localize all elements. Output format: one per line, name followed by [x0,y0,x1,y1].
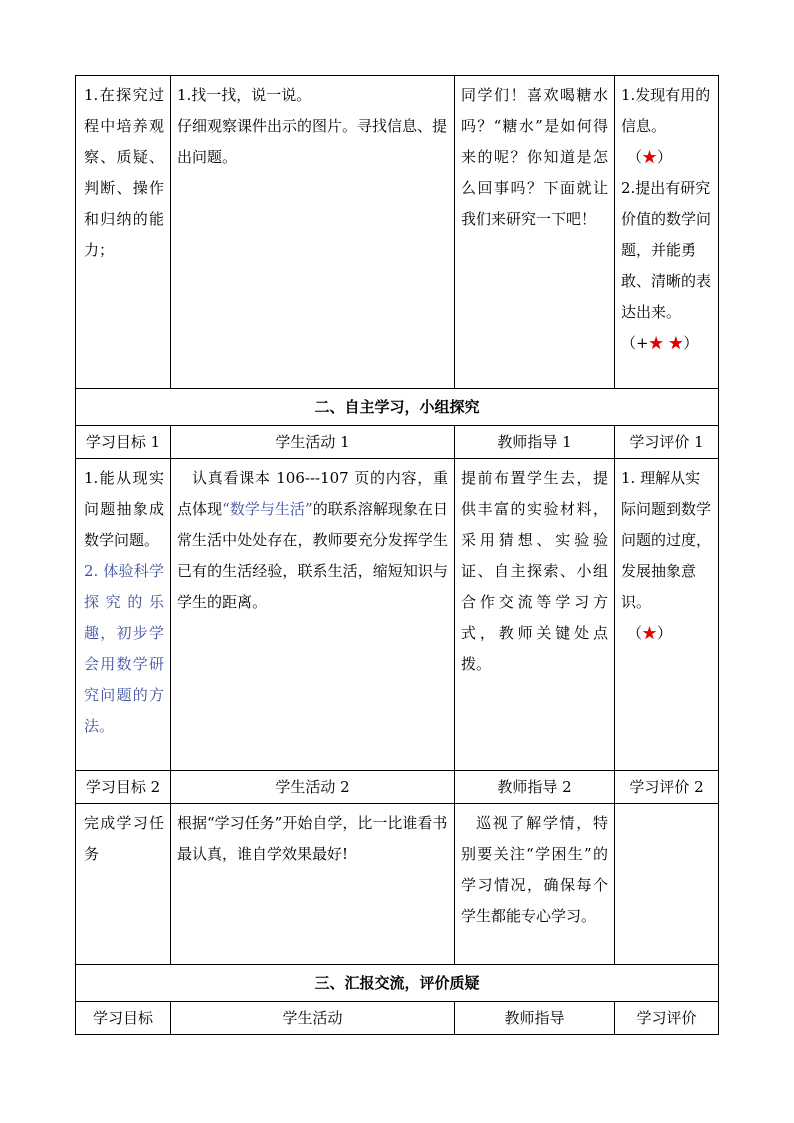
table-row [76,804,719,965]
column-header: 学生活动 [171,1002,455,1035]
star-icon: ★ [668,334,684,352]
activity-line: 仔细观察课件出示的图片。寻找信息、提出问题。 [177,117,448,166]
guidance-text: 提前布置学生去，提供丰富的实验材料，采用猜想、实验验证、自主探索、小组合作交流等学习方式，教师关键处点拨。 [461,469,608,673]
objective-text: 完成学习任务 [84,814,164,863]
column-header-row [76,1002,719,1035]
column-header: 学习评价 2 [615,771,719,804]
guidance-text: 同学们！喜欢喝糖水吗？“糖水”是如何得来的呢？你知道是怎么回事吗？下面就让我们来研究一下吧！ [461,86,608,228]
section-title: 二、自主学习，小组探究 [76,389,719,426]
section-header-row [76,389,719,426]
objective-text: 1.在探究过程中培养观察、质疑、判断、操作和归纳的能力； [84,86,164,259]
activity-cell [171,76,455,389]
objective-cell [76,76,171,389]
activity-line: 1.找一找，说一说。 [177,86,312,104]
evaluation-cell [615,76,719,389]
column-header: 学习评价 [615,1002,719,1035]
guidance-cell [455,459,615,771]
activity-text: 认真看课本 106---107 页的内容，重点体现“数学与生活”的联系溶解现象在日常生活中处处存在，教师要充分发挥学生已有的生活经验，联系生活，缩短知识与学生的距离。 [177,469,448,611]
star-icon: ★ [642,148,658,166]
evaluation-cell [615,804,719,965]
activity-cell [171,459,455,771]
column-header: 学习评价 1 [615,426,719,459]
activity-cell [171,804,455,965]
section-title: 三、汇报交流，评价质疑 [76,965,719,1002]
column-header: 学习目标 [76,1002,171,1035]
star-icon: ★ [648,334,664,352]
evaluation-item: 1. 理解从实际问题到数学问题的过度，发展抽象意识。 [621,469,712,611]
table-row [76,459,719,771]
activity-text: 根据“学习任务”开始自学，比一比谁看书最认真，谁自学效果最好! [177,814,448,863]
objective-text: 1.能从现实问题抽象成数学问题。 [84,469,164,549]
section-header-row [76,965,719,1002]
lesson-plan-table [75,75,718,1035]
objective-cell [76,459,171,771]
star-icon: ★ [642,624,658,642]
column-header: 教师指导 1 [455,426,615,459]
guidance-text: 巡视了解学情，特别要关注“学困生”的学习情况，确保每个学生都能专心学习。 [461,814,608,925]
column-header: 学习目标 2 [76,771,171,804]
evaluation-cell [615,459,719,771]
column-header: 学习目标 1 [76,426,171,459]
column-header: 学生活动 2 [171,771,455,804]
column-header-row [76,426,719,459]
evaluation-item: 2.提出有研究价值的数学问题，并能勇敢、清晰的表达出来。（+★ ★） [621,179,712,352]
column-header: 学生活动 1 [171,426,455,459]
objective-text: 2. 体验科学探究的乐趣，初步学会用数学研究问题的方法。 [84,562,164,735]
evaluation-rating: （★） [627,148,673,166]
guidance-cell [455,76,615,389]
table-row [76,76,719,389]
guidance-cell [455,804,615,965]
objective-cell [76,804,171,965]
evaluation-item: 1.发现有用的信息。 [621,86,711,135]
column-header: 教师指导 2 [455,771,615,804]
column-header-row [76,771,719,804]
column-header: 教师指导 [455,1002,615,1035]
evaluation-rating: （★） [627,624,673,642]
